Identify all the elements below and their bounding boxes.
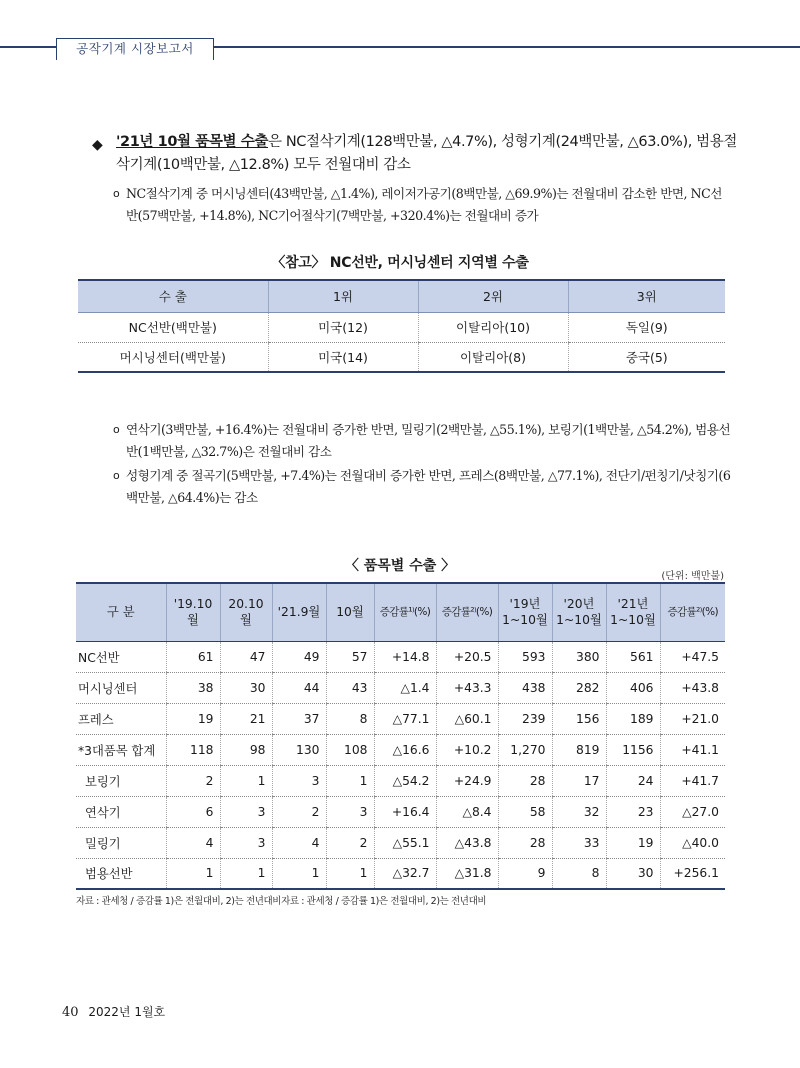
table-cell: △40.0 [660,827,725,858]
ref-cell: NC선반(백만불) [78,312,268,342]
table-cell: +20.5 [436,641,498,672]
table-cell: △54.2 [374,765,436,796]
table-cell: 49 [272,641,326,672]
table-cell: △43.8 [436,827,498,858]
table-row [76,734,725,765]
header-cell: '20년 1~10월 [552,583,606,641]
table-cell: 380 [552,641,606,672]
table-cell: 1 [326,765,374,796]
table-cell: 21 [220,703,272,734]
table-cell: △27.0 [660,796,725,827]
diamond-bullet-icon: ◆ [92,137,103,153]
row-label: 밀링기 [76,827,166,858]
sub-bullet-2 [113,419,733,463]
header-cell: '21년 1~10월 [606,583,660,641]
page-number: 40 [62,1005,79,1020]
table-cell: 8 [326,703,374,734]
ref-header-cell: 3위 [568,280,725,312]
ref-table [78,279,725,373]
table-row [76,827,725,858]
row-label: 머시닝센터 [76,672,166,703]
table-cell: △60.1 [436,703,498,734]
ref-cell: 미국(12) [268,312,418,342]
table-cell: △77.1 [374,703,436,734]
ref-header-cell: 1위 [268,280,418,312]
header-rule-right [214,46,800,48]
ref-table-title: 〈참고〉 NC선반, 머시닝센터 지역별 수출 [271,255,529,271]
row-label: 범용선반 [76,858,166,889]
table-cell: +47.5 [660,641,725,672]
table-cell: 239 [498,703,552,734]
header-cell: 10월 [326,583,374,641]
row-label: NC선반 [76,641,166,672]
table-row [76,858,725,889]
ref-cell: 미국(14) [268,342,418,372]
table-cell: 8 [552,858,606,889]
table-cell: 47 [220,641,272,672]
table-cell: 4 [272,827,326,858]
table-cell: 1 [220,858,272,889]
table-cell: 6 [166,796,220,827]
export-by-item-table [76,582,725,890]
circle-bullet-icon: o [113,187,120,200]
main-bullet-text: 은 NC절삭기계(128백만불, △4.7%), 성형기계(24백만불, △63.0%), 범용절삭기계(10백만불, △12.8%) 모두 전월대비 감소 [116,134,737,173]
table-cell: +21.0 [660,703,725,734]
table-cell: 58 [498,796,552,827]
table-cell: +14.8 [374,641,436,672]
report-title-tab: 공작기계 시장보고서 [56,38,214,60]
table-cell: 438 [498,672,552,703]
header-cell: 구 분 [76,583,166,641]
header-cell: 증감률²⁾(%) [436,583,498,641]
row-label: 보링기 [76,765,166,796]
table-cell: 156 [552,703,606,734]
table-row [76,765,725,796]
ref-header-cell: 2위 [418,280,568,312]
table-cell: 23 [606,796,660,827]
table-cell: 98 [220,734,272,765]
main-bullet-heading: '21년 10월 품목별 수출 [116,134,268,150]
table-cell: 1 [220,765,272,796]
table-cell: 561 [606,641,660,672]
table-cell: △32.7 [374,858,436,889]
table-cell: 819 [552,734,606,765]
sub-bullet-3 [113,465,733,509]
table-cell: 17 [552,765,606,796]
ref-cell: 머시닝센터(백만불) [78,342,268,372]
circle-bullet-icon: o [113,469,120,482]
table-cell: 3 [220,827,272,858]
table-cell: 37 [272,703,326,734]
table-cell: 3 [326,796,374,827]
issue-label: 2022년 1월호 [88,1005,166,1019]
header-cell: 증감률²⁾(%) [660,583,725,641]
table-cell: +41.1 [660,734,725,765]
table-cell: 1,270 [498,734,552,765]
header-cell: '21.9월 [272,583,326,641]
table-cell: 4 [166,827,220,858]
table-cell: △1.4 [374,672,436,703]
ref-header-cell: 수 출 [78,280,268,312]
circle-bullet-icon: o [113,423,120,436]
header-cell: '19년 1~10월 [498,583,552,641]
table-cell: 130 [272,734,326,765]
table-cell: 3 [220,796,272,827]
sub-bullet-1 [113,183,733,227]
table-cell: 593 [498,641,552,672]
page-footer [62,1003,165,1020]
table-cell: 118 [166,734,220,765]
table-cell: △8.4 [436,796,498,827]
table-cell: 108 [326,734,374,765]
table-cell: +256.1 [660,858,725,889]
row-label: *3대품목 합계 [76,734,166,765]
sub-bullet-text: 연삭기(3백만불, +16.4%)는 전월대비 증가한 반면, 밀링기(2백만불, △55.1%), 보링기(1백만불, △54.2%), 범용선반(1백만불, △32.7%)은 전월대비 감소 [126,422,731,459]
table-cell: +16.4 [374,796,436,827]
table-cell: 32 [552,796,606,827]
table-cell: +41.7 [660,765,725,796]
table-cell: 2 [166,765,220,796]
table-cell: 28 [498,827,552,858]
table-cell: 2 [326,827,374,858]
header-cell: '19.10월 [166,583,220,641]
table-row [76,672,725,703]
table-cell: △31.8 [436,858,498,889]
table-row [76,703,725,734]
table-cell: 3 [272,765,326,796]
table-cell: 28 [498,765,552,796]
table-cell: 19 [166,703,220,734]
ref-cell: 중국(5) [568,342,725,372]
header-cell: 증감률¹⁾(%) [374,583,436,641]
table-cell: 282 [552,672,606,703]
row-label: 연삭기 [76,796,166,827]
table-cell: 9 [498,858,552,889]
table-cell: 43 [326,672,374,703]
table-cell: 189 [606,703,660,734]
table-cell: 1 [166,858,220,889]
table-cell: +24.9 [436,765,498,796]
header-rule-left [0,46,56,48]
table-cell: 19 [606,827,660,858]
table-cell: △16.6 [374,734,436,765]
header-cell: 20.10월 [220,583,272,641]
ref-cell: 이탈리아(8) [418,342,568,372]
table-cell: 24 [606,765,660,796]
table-row [76,641,725,672]
table-cell: 61 [166,641,220,672]
table-cell: 44 [272,672,326,703]
table-row [76,796,725,827]
source-note: 자료 : 관세청 / 증감률 1)은 전월대비, 2)는 전년대비자료 : 관세청 / 증감률 1)은 전월대비, 2)는 전년대비 [76,896,487,907]
main-table-title: 〈 품목별 수출 〉 [344,558,456,574]
table-cell: +43.3 [436,672,498,703]
table-cell: 1 [326,858,374,889]
unit-label: (단위: 백만불) [661,571,724,582]
table-cell: 57 [326,641,374,672]
table-cell: 406 [606,672,660,703]
ref-cell: 독일(9) [568,312,725,342]
table-row [78,312,725,342]
table-cell: +10.2 [436,734,498,765]
table-cell: △55.1 [374,827,436,858]
table-cell: 1 [272,858,326,889]
sub-bullet-text: NC절삭기계 중 머시닝센터(43백만불, △1.4%), 레이저가공기(8백만불, △69.9%)는 전월대비 감소한 반면, NC선반(57백만불, +14.8%), NC기어절삭기(7백만불, +320.4%)는 전월대비 증가 [126,186,722,223]
table-cell: +43.8 [660,672,725,703]
table-cell: 2 [272,796,326,827]
table-cell: 30 [220,672,272,703]
table-cell: 30 [606,858,660,889]
ref-cell: 이탈리아(10) [418,312,568,342]
row-label: 프레스 [76,703,166,734]
sub-bullet-text: 성형기계 중 절곡기(5백만불, +7.4%)는 전월대비 증가한 반면, 프레스(8백만불, △77.1%), 전단기/펀칭기/낫칭기(6백만불, △64.4%)는 감소 [126,468,731,505]
table-cell: 33 [552,827,606,858]
table-cell: 1156 [606,734,660,765]
main-bullet [92,131,742,177]
table-cell: 38 [166,672,220,703]
table-row [78,342,725,372]
